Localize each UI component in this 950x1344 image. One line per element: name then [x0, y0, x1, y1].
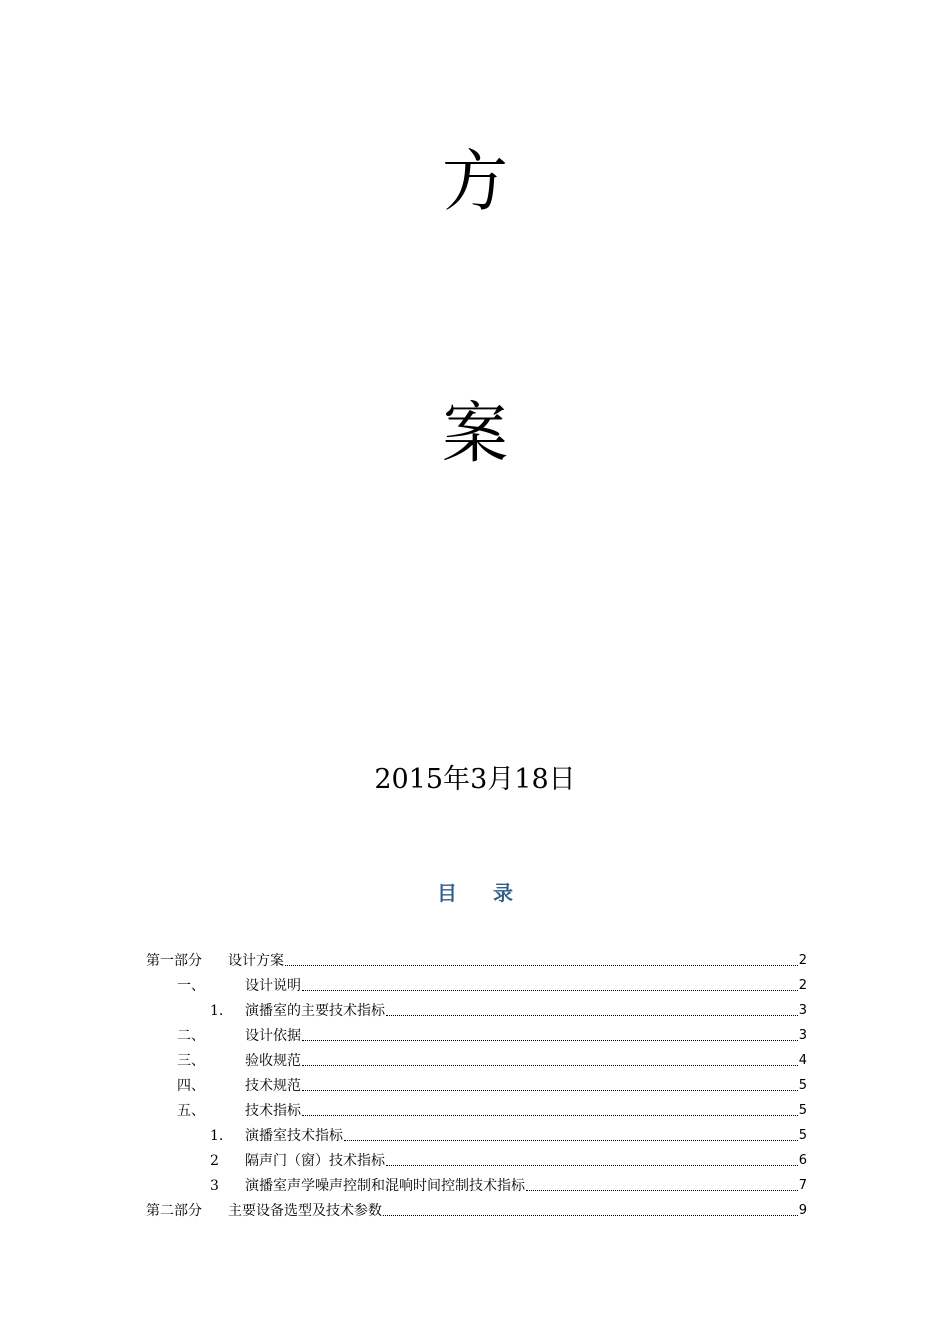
toc-leader-dots	[386, 1014, 798, 1016]
toc-entry-page: 5	[798, 1128, 807, 1143]
toc-entry-number: 3	[210, 1178, 219, 1194]
toc-entry-page: 3	[798, 1028, 807, 1043]
toc-leader-dots	[386, 1164, 798, 1166]
toc-entry-title: 演播室的主要技术指标	[245, 1003, 385, 1019]
toc-entry-title: 设计方案	[228, 953, 284, 969]
toc-entry-title: 技术指标	[245, 1103, 301, 1119]
toc-entry-number: 一、	[177, 978, 205, 994]
toc-entry-page: 3	[798, 1003, 807, 1018]
toc-entry[interactable]	[146, 946, 807, 971]
toc-heading-right: 录	[493, 881, 513, 905]
toc-entry-title: 演播室技术指标	[245, 1128, 343, 1144]
toc-entry-title: 主要设备选型及技术参数	[228, 1203, 382, 1219]
toc-entry-number: 1.	[210, 1128, 224, 1144]
toc-entry-title: 设计说明	[245, 978, 301, 994]
toc-entry-number: 五、	[177, 1103, 205, 1119]
toc-entry-title: 验收规范	[245, 1053, 301, 1069]
toc-entry[interactable]	[146, 1071, 807, 1096]
toc-entry-number: 二、	[177, 1028, 205, 1044]
cover-title-char-2: 案	[442, 395, 508, 472]
toc-entry[interactable]	[146, 1171, 807, 1196]
toc-entry[interactable]	[146, 1046, 807, 1071]
toc-entry-page: 6	[798, 1153, 807, 1168]
toc-entry-page: 4	[798, 1053, 807, 1068]
toc-leader-dots	[302, 1114, 798, 1116]
table-of-contents	[146, 946, 807, 1221]
toc-entry[interactable]	[146, 1021, 807, 1046]
toc-leader-dots	[302, 989, 798, 991]
toc-entry-title: 隔声门（窗）技术指标	[245, 1153, 385, 1169]
toc-leader-dots	[344, 1139, 798, 1141]
toc-entry-page: 5	[798, 1103, 807, 1118]
toc-entry-page: 7	[798, 1178, 807, 1193]
toc-entry-number: 1.	[210, 1003, 224, 1019]
toc-entry-page: 5	[798, 1078, 807, 1093]
toc-leader-dots	[302, 1039, 798, 1041]
toc-entry[interactable]	[146, 1121, 807, 1146]
cover-title-char-1: 方	[442, 143, 508, 220]
toc-entry-number: 2	[210, 1153, 219, 1169]
toc-entry-number: 三、	[177, 1053, 205, 1069]
toc-heading	[0, 878, 950, 908]
toc-leader-dots	[302, 1089, 798, 1091]
toc-entry-title: 设计依据	[245, 1028, 301, 1044]
toc-leader-dots	[383, 1214, 798, 1216]
toc-leader-dots	[526, 1189, 798, 1191]
toc-entry-number: 第一部分	[146, 953, 202, 969]
toc-entry[interactable]	[146, 996, 807, 1021]
toc-entry[interactable]	[146, 971, 807, 996]
toc-entry-page: 9	[798, 1203, 807, 1218]
toc-entry-number: 第二部分	[146, 1203, 202, 1219]
toc-entry-title: 技术规范	[245, 1078, 301, 1094]
toc-entry[interactable]	[146, 1146, 807, 1171]
toc-entry-number: 四、	[177, 1078, 205, 1094]
toc-heading-left: 目	[437, 881, 457, 905]
cover-date: 2015年3月18日	[374, 764, 576, 795]
toc-entry-page: 2	[798, 978, 807, 993]
toc-entry[interactable]	[146, 1196, 807, 1221]
toc-leader-dots	[302, 1064, 798, 1066]
toc-entry[interactable]	[146, 1096, 807, 1121]
toc-entry-title: 演播室声学噪声控制和混响时间控制技术指标	[245, 1178, 525, 1194]
toc-entry-page: 2	[798, 953, 807, 968]
toc-leader-dots	[285, 964, 798, 966]
